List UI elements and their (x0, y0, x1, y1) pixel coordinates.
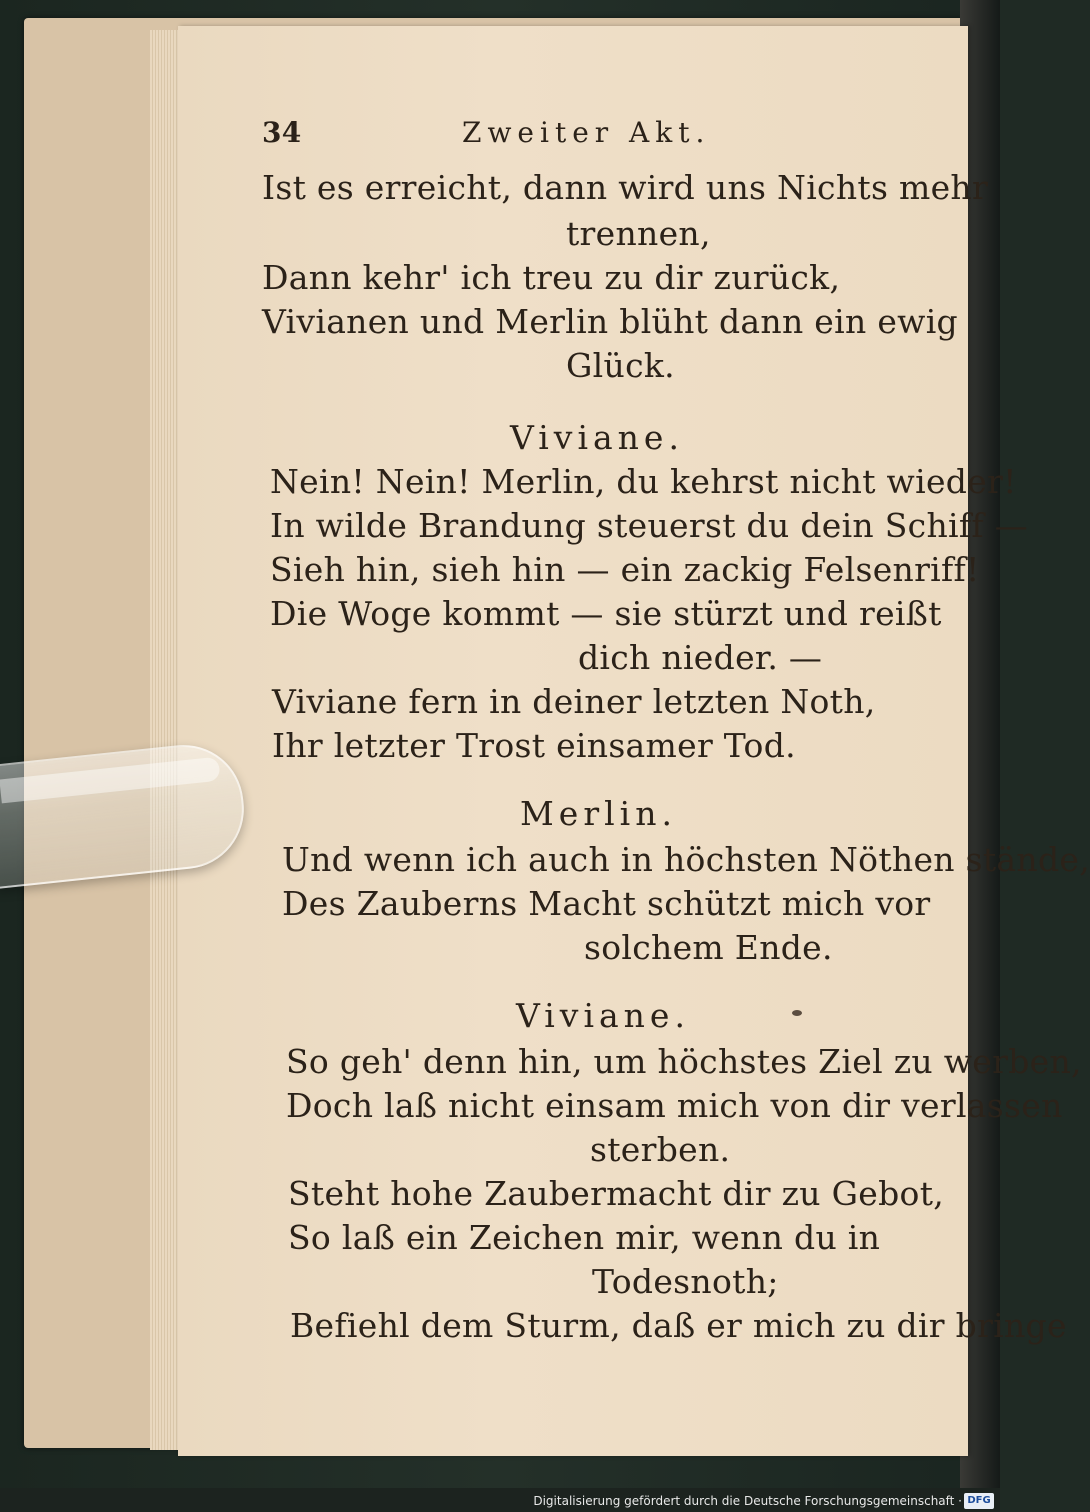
verse-line: Viviane fern in deiner letzten Noth, (272, 682, 876, 721)
verse-line: Ihr letzter Trost einsamer Tod. (272, 726, 796, 765)
dfg-logo: DFG (964, 1493, 994, 1509)
verse-line: trennen, (566, 214, 711, 253)
verse-line: Nein! Nein! Merlin, du kehrst nicht wieder! (270, 462, 1017, 501)
verse-line: So laß ein Zeichen mir, wenn du in (288, 1218, 881, 1257)
verse-line: Dann kehr' ich treu zu dir zurück, (262, 258, 841, 297)
verse-line: dich nieder. — (578, 638, 823, 677)
verse-line: Doch laß nicht einsam mich von dir verlassen (286, 1086, 1063, 1125)
digitization-credit: Digitalisierung gefördert durch die Deutsche Forschungsgemeinschaft · (533, 1494, 962, 1508)
verse-line: Die Woge kommt — sie stürzt und reißt (270, 594, 942, 633)
verse-line: Todesnoth; (592, 1262, 779, 1301)
verse-line: Und wenn ich auch in höchsten Nöthen stände, (282, 840, 1090, 879)
verse-line: So geh' denn hin, um höchstes Ziel zu werben, (286, 1042, 1082, 1081)
verse-line: Steht hohe Zaubermacht dir zu Gebot, (288, 1174, 945, 1213)
verse-line: solchem Ende. (584, 928, 833, 967)
running-header: Zweiter Akt. (462, 116, 711, 149)
speaker-name: Viviane. (516, 996, 690, 1035)
verse-line: Vivianen und Merlin blüht dann ein ewig (262, 302, 958, 341)
verse-line: In wilde Brandung steuerst du dein Schiff — (270, 506, 1028, 545)
speaker-name: Viviane. (510, 418, 684, 457)
speaker-name: Merlin. (520, 794, 677, 833)
verse-line: sterben. (590, 1130, 731, 1169)
verse-line: Des Zauberns Macht schützt mich vor (282, 884, 931, 923)
verse-line: Befiehl dem Sturm, daß er mich zu dir bringe (290, 1306, 1067, 1345)
verse-line: Ist es erreicht, dann wird uns Nichts mehr (262, 168, 989, 207)
ink-spot (792, 1010, 802, 1016)
verse-line: Glück. (566, 346, 675, 385)
page-number: 34 (262, 116, 302, 149)
verse-line: Sieh hin, sieh hin — ein zackig Felsenriff! (270, 550, 980, 589)
